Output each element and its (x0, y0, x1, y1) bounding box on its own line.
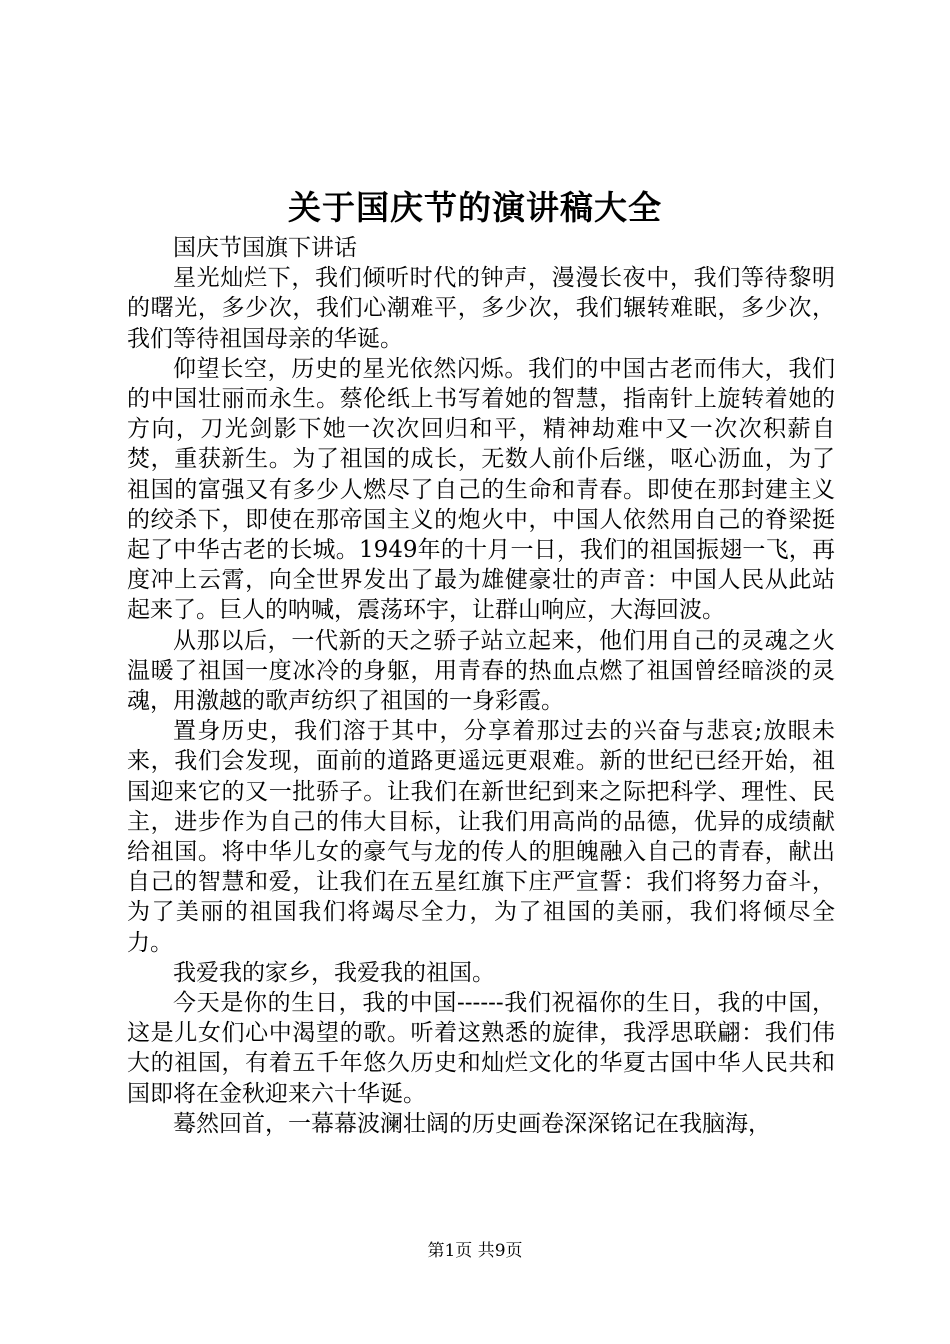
paragraph: 今天是你的生日，我的中国------我们祝福你的生日，我的中国，这是儿女们心中渴望的歌。听着这熟悉的旋律，我浮思联翩：我们伟大的祖国，有着五千年悠久历史和灿烂文化的华夏古国中华人民共和国即将在金秋迎来六十华诞。 (127, 990, 835, 1107)
paragraph: 仰望长空，历史的星光依然闪烁。我们的中国古老而伟大，我们的中国壮丽而永生。蔡伦纸上书写着她的智慧，指南针上旋转着她的方向，刀光剑影下她一次次回归和平，精神劫难中又一次次积薪自焚，重获新生。为了祖国的成长，无数人前仆后继，呕心沥血，为了祖国的富强又有多少人燃尽了自己的生命和青春。即使在那封建主义的绞杀下，即使在那帝国主义的炮火中，中国人依然用自己的脊梁挺起了中华古老的长城。1949年的十月一日，我们的祖国振翅一飞，再度冲上云霄，向全世界发出了最为雄健豪壮的声音：中国人民从此站起来了。巨人的呐喊，震荡环宇，让群山响应，大海回波。 (127, 355, 835, 624)
paragraph: 置身历史，我们溶于其中，分享着那过去的兴奋与悲哀;放眼未来，我们会发现，面前的道路更遥远更艰难。新的世纪已经开始，祖国迎来它的又一批骄子。让我们在新世纪到来之际把科学、理性、民主，进步作为自己的伟大目标，让我们用高尚的品德，优异的成绩献给祖国。将中华儿女的豪气与龙的传人的胆魄融入自己的青春，献出自己的智慧和爱，让我们在五星红旗下庄严宣誓：我们将努力奋斗，为了美丽的祖国我们将竭尽全力，为了祖国的美丽，我们将倾尽全力。 (127, 718, 835, 956)
document-title: 关于国庆节的演讲稿大全 (288, 188, 662, 227)
paragraph: 蓦然回首，一幕幕波澜壮阔的历史画卷深深铭记在我脑海， (173, 1110, 771, 1137)
page-footer: 第1页 共9页 (427, 1241, 523, 1261)
paragraph: 从那以后，一代新的天之骄子站立起来，他们用自己的灵魂之火温暖了祖国一度冰冷的身躯，用青春的热血点燃了祖国曾经暗淡的灵魂，用激越的歌声纺织了祖国的一身彩霞。 (127, 627, 835, 715)
paragraph: 星光灿烂下，我们倾听时代的钟声，漫漫长夜中，我们等待黎明的曙光，多少次，我们心潮难平，多少次，我们辗转难眠，多少次，我们等待祖国母亲的华诞。 (127, 265, 835, 352)
document-body (127, 233, 835, 1139)
paragraph-subtitle: 国庆节国旗下讲话 (173, 235, 357, 261)
paragraph: 我爱我的家乡，我爱我的祖国。 (173, 959, 495, 986)
